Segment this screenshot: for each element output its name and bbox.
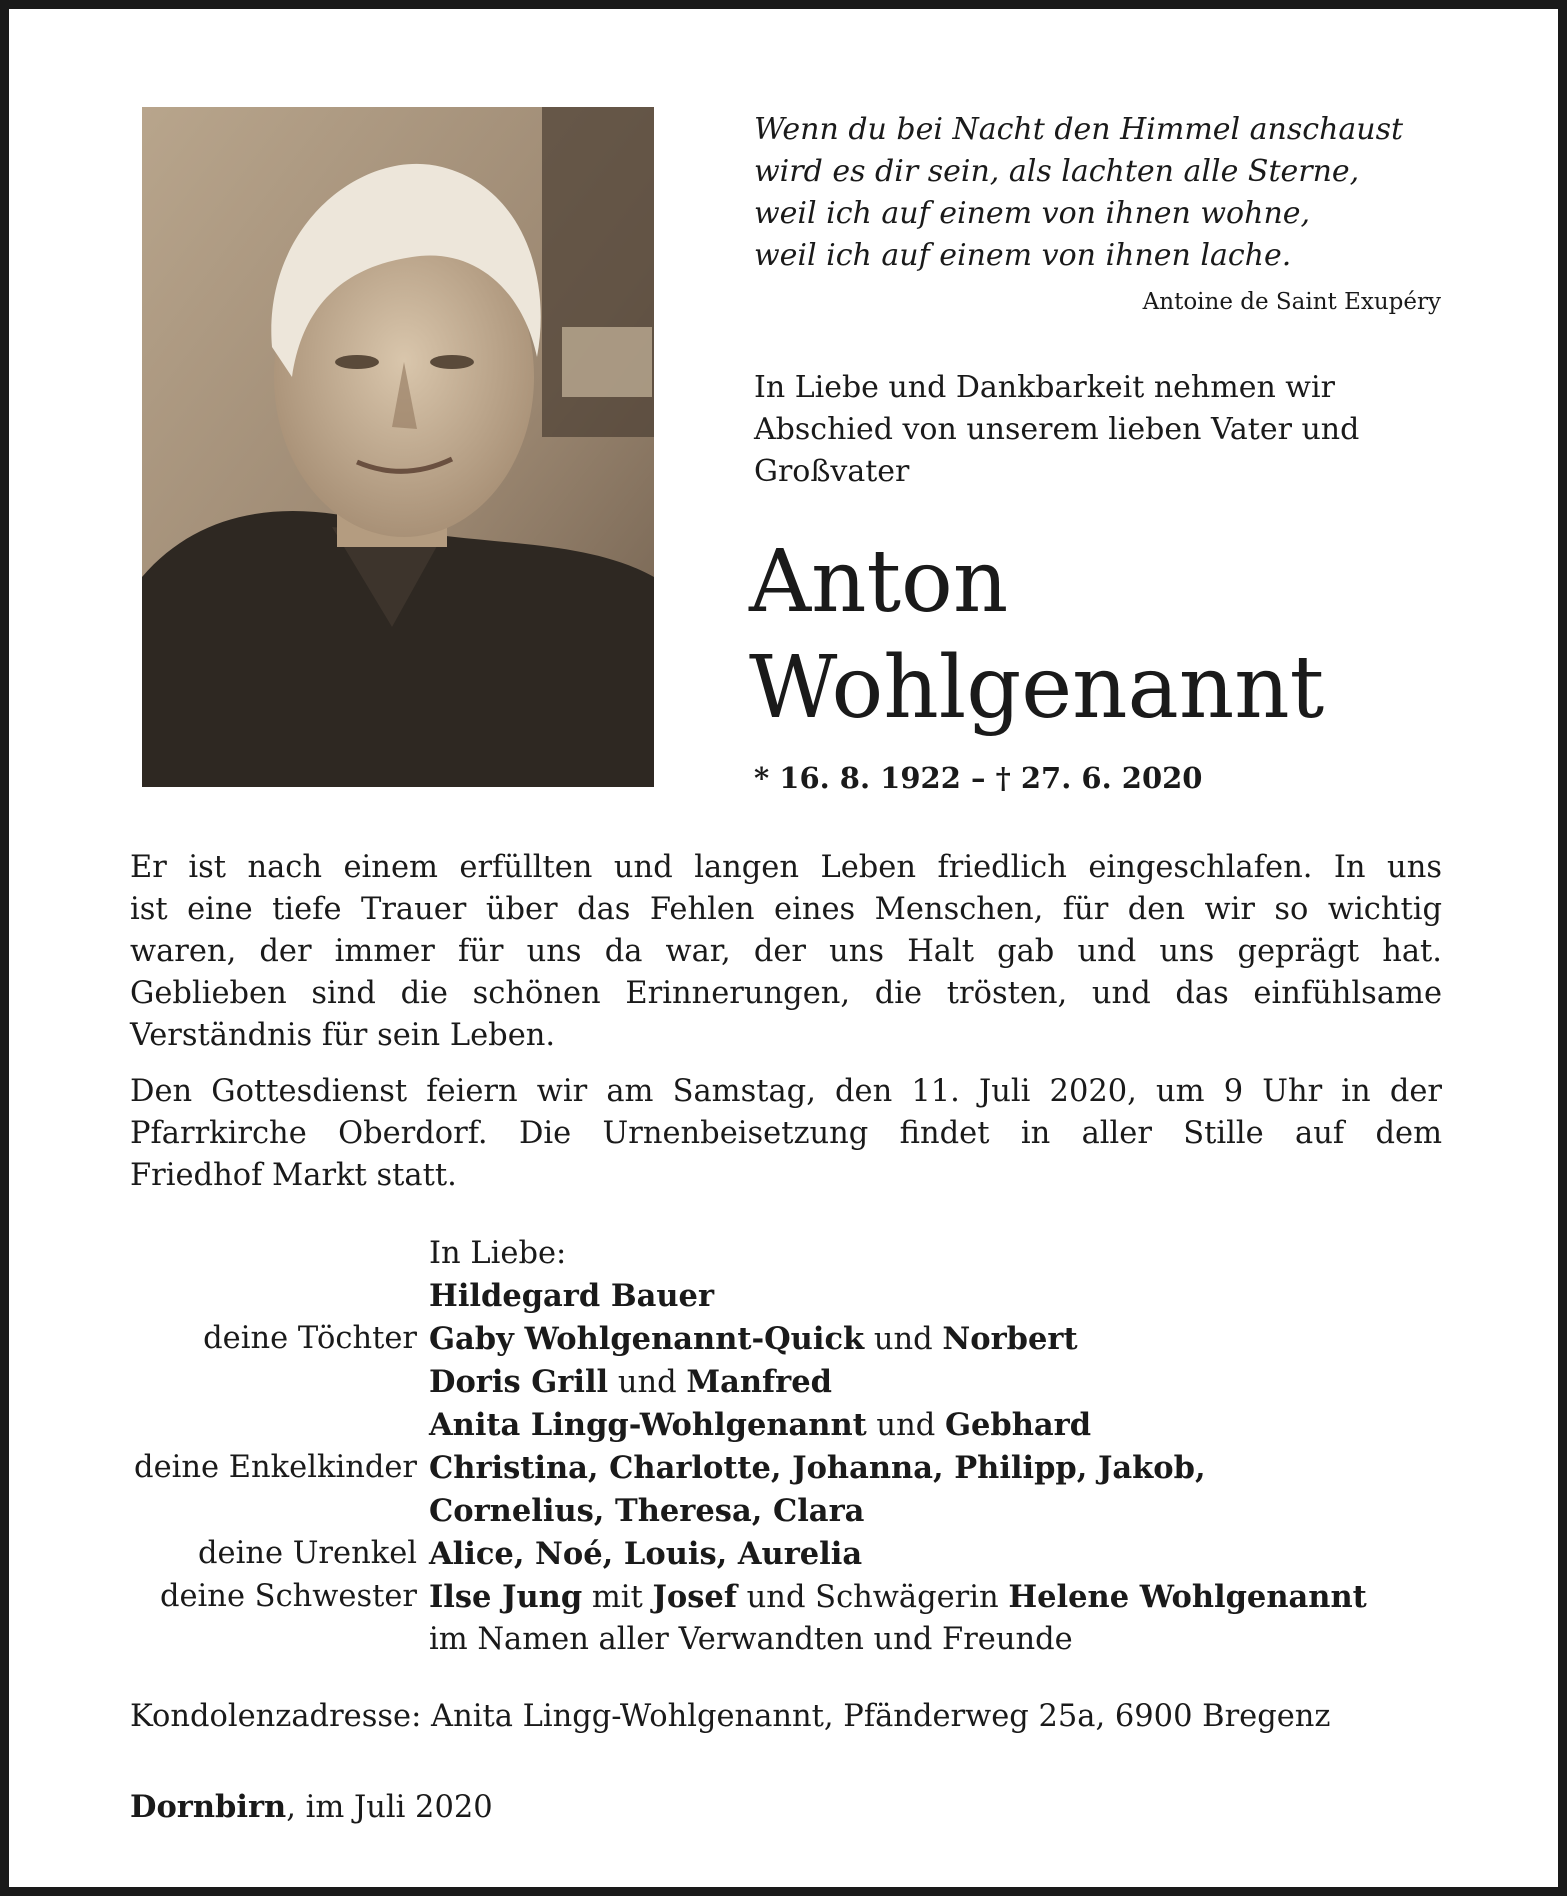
mourner-name: Helene Wohlgenannt bbox=[1008, 1579, 1367, 1615]
last-name: Wohlgenannt bbox=[749, 638, 1325, 738]
quote-line: weil ich auf einem von ihnen lache. bbox=[754, 238, 1292, 273]
mourner-name: Anita Lingg-Wohlgenannt bbox=[429, 1407, 867, 1443]
relation-label: deine Enkelkinder bbox=[134, 1450, 417, 1485]
mourner-name: Josef bbox=[652, 1579, 737, 1615]
connector-text: und bbox=[864, 1322, 943, 1357]
family-heading: In Liebe: bbox=[429, 1236, 567, 1271]
life-dates: * 16. 8. 1922 – † 27. 6. 2020 bbox=[754, 761, 1203, 795]
relation-label: deine Schwester bbox=[159, 1579, 417, 1614]
family-row bbox=[79, 1275, 1479, 1318]
closing-place: Dornbirn bbox=[130, 1789, 287, 1825]
closing-line bbox=[130, 1789, 493, 1825]
mourner-names: Christina, Charlotte, Johanna, Philipp, Jakob, bbox=[429, 1450, 1206, 1486]
mourner-name: Manfred bbox=[686, 1364, 832, 1400]
connector-text: und bbox=[866, 1408, 945, 1443]
paragraph-line: Den Gottesdienst feiern wir am Samstag, den 11. Juli 2020, um 9 Uhr in der bbox=[130, 1074, 1442, 1109]
quote-author: Antoine de Saint Exupéry bbox=[1142, 289, 1441, 315]
condolence-address: Kondolenzadresse: Anita Lingg-Wohlgenannt, Pfänderweg 25a, 6900 Bregenz bbox=[130, 1699, 1331, 1734]
mourner-name: Gaby Wohlgenannt-Quick bbox=[429, 1321, 865, 1357]
relation-label: deine Töchter bbox=[203, 1321, 417, 1356]
intro-text bbox=[754, 367, 1444, 493]
quote-line: weil ich auf einem von ihnen wohne, bbox=[754, 196, 1311, 231]
closing-date: , im Juli 2020 bbox=[286, 1790, 493, 1825]
paragraph-line: Pfarrkirche Oberdorf. Die Urnenbeisetzung findet in aller Stille auf dem bbox=[130, 1116, 1442, 1151]
portrait-image bbox=[142, 107, 654, 787]
family-row bbox=[79, 1233, 1479, 1275]
intro-line: In Liebe und Dankbarkeit nehmen wir bbox=[754, 370, 1335, 405]
family-row bbox=[79, 1533, 1479, 1576]
mourner-name: Ilse Jung bbox=[429, 1579, 583, 1615]
deceased-name bbox=[749, 529, 1489, 741]
paragraph-line: ist eine tiefe Trauer über das Fehlen eines Menschen, für den wir so wichtig bbox=[130, 892, 1442, 927]
family-footer: im Namen aller Verwandten und Freunde bbox=[429, 1622, 1073, 1657]
intro-line: Großvater bbox=[754, 454, 910, 489]
quote bbox=[754, 109, 1444, 277]
family-row bbox=[79, 1576, 1479, 1619]
mourner-name: Gebhard bbox=[944, 1407, 1092, 1443]
family-row bbox=[79, 1318, 1479, 1361]
paragraph-line: Geblieben sind die schönen Erinnerungen, die trösten, und das einfühlsame bbox=[130, 976, 1442, 1011]
family-row bbox=[79, 1619, 1479, 1661]
relation-label: deine Urenkel bbox=[198, 1536, 417, 1571]
connector-text: und Schwägerin bbox=[736, 1580, 1009, 1615]
paragraph-line: waren, der immer für uns da war, der uns Halt gab und uns geprägt hat. bbox=[130, 934, 1442, 969]
family-row bbox=[79, 1361, 1479, 1404]
portrait-photo bbox=[142, 107, 654, 787]
paragraph-line: Verständnis für sein Leben. bbox=[130, 1018, 556, 1053]
paragraph-tribute bbox=[130, 847, 1442, 1057]
paragraph-line: Er ist nach einem erfüllten und langen Leben friedlich eingeschlafen. In uns bbox=[130, 850, 1442, 885]
mourner-name: Hildegard Bauer bbox=[429, 1278, 715, 1314]
mourner-names: Alice, Noé, Louis, Aurelia bbox=[429, 1536, 863, 1572]
connector-text: mit bbox=[582, 1580, 653, 1615]
connector-text: und bbox=[608, 1365, 687, 1400]
quote-line: wird es dir sein, als lachten alle Sterne, bbox=[754, 154, 1360, 189]
family-row bbox=[79, 1490, 1479, 1533]
mourner-names: Cornelius, Theresa, Clara bbox=[429, 1493, 865, 1529]
mourner-name: Doris Grill bbox=[429, 1364, 609, 1400]
first-name: Anton bbox=[749, 532, 1009, 632]
paragraph-service bbox=[130, 1071, 1442, 1197]
quote-line: Wenn du bei Nacht den Himmel anschaust bbox=[754, 112, 1404, 147]
mourner-name: Norbert bbox=[942, 1321, 1078, 1357]
intro-line: Abschied von unserem lieben Vater und bbox=[754, 412, 1360, 447]
family-row bbox=[79, 1404, 1479, 1447]
paragraph-line: Friedhof Markt statt. bbox=[130, 1158, 457, 1193]
mourners-list bbox=[79, 1233, 1479, 1661]
family-row bbox=[79, 1447, 1479, 1490]
